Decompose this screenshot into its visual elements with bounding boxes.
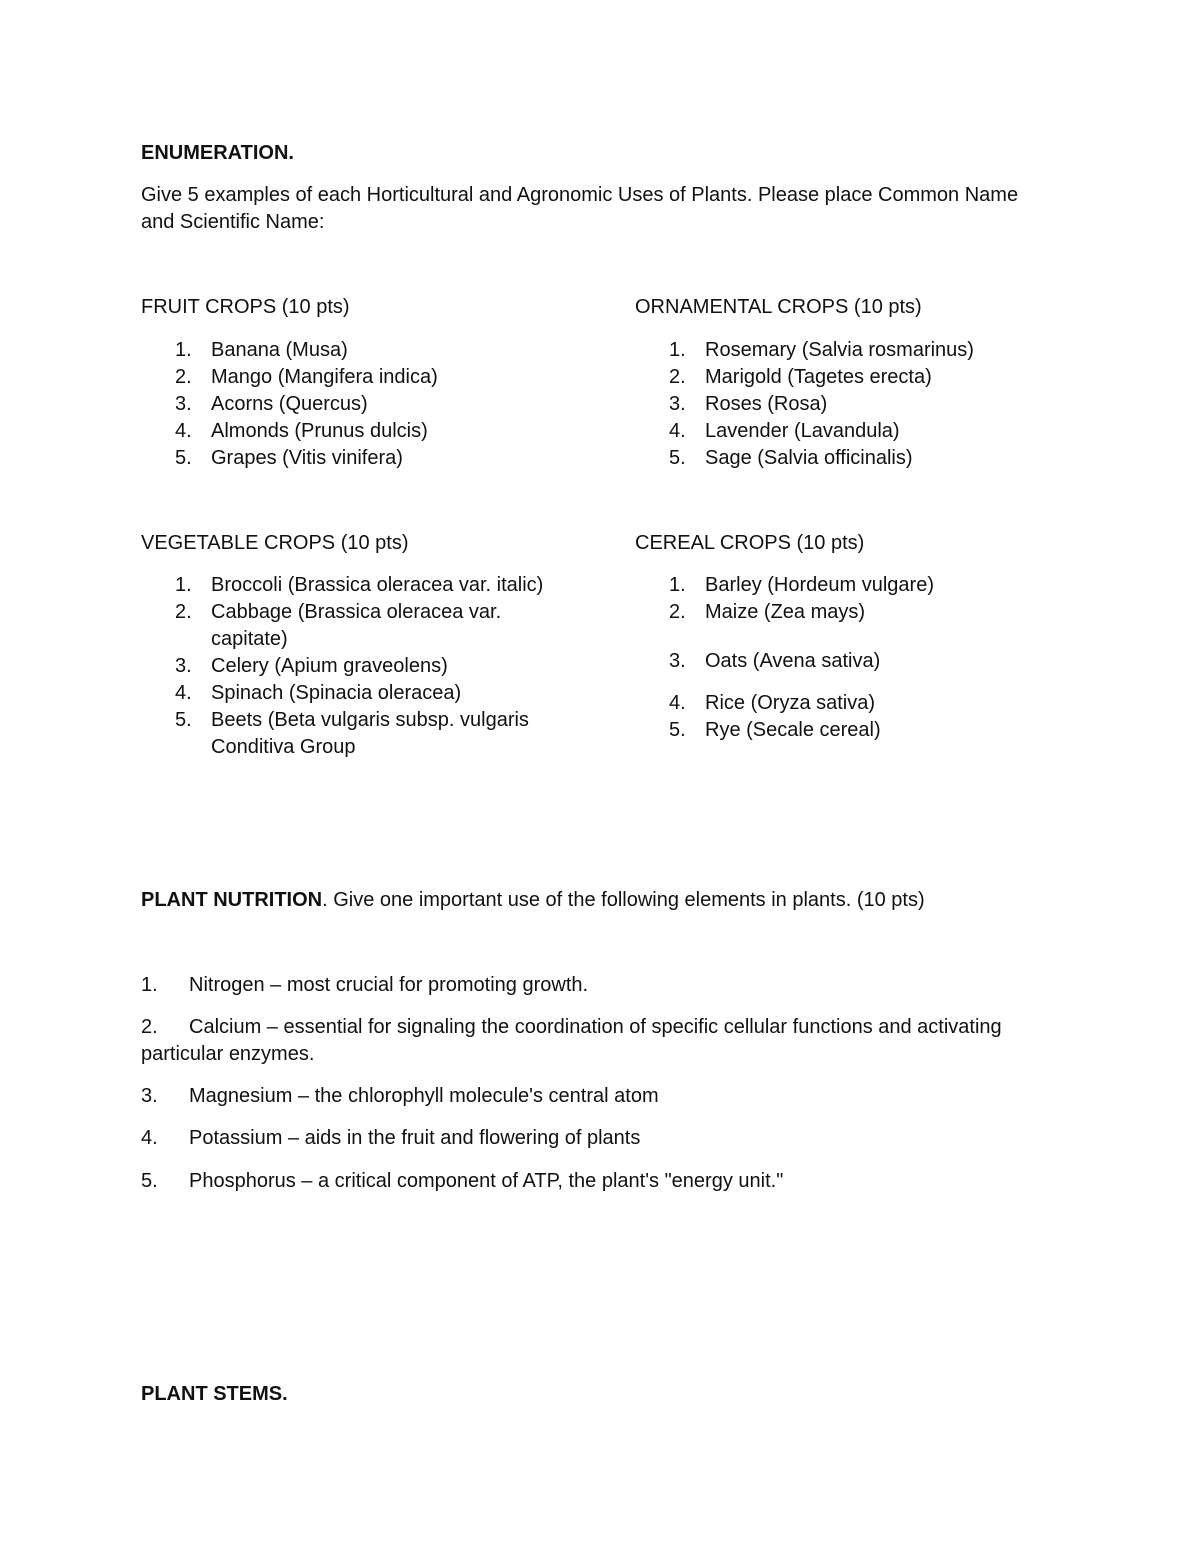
list-item: [635, 364, 1065, 391]
list-number: 1.: [669, 339, 686, 361]
list-text: Potassium – aids in the fruit and flowering of plants: [189, 1127, 641, 1149]
plant-stems-heading: PLANT STEMS.: [141, 1383, 288, 1405]
cereal-crops-title: CEREAL CROPS (10 pts): [635, 532, 865, 554]
list-item: [635, 418, 1065, 445]
list-number: 3.: [669, 393, 686, 415]
list-text: Phosphorus – a critical component of ATP, the plant's "energy unit.": [189, 1170, 784, 1192]
list-item: [141, 653, 566, 680]
list-text: Lavender (Lavandula): [705, 420, 900, 442]
plant-nutrition-question: [141, 887, 1141, 914]
list-text: Celery (Apium graveolens): [211, 655, 448, 677]
list-text: Spinach (Spinacia oleracea): [211, 682, 462, 704]
list-number: 4.: [175, 420, 192, 442]
vegetable-crops-title: VEGETABLE CROPS (10 pts): [141, 532, 409, 554]
ornamental-crops-title: ORNAMENTAL CROPS (10 pts): [635, 296, 922, 318]
list-item: [141, 1168, 1041, 1195]
list-item: [141, 599, 566, 653]
list-number: 5.: [141, 1170, 158, 1192]
list-item: [635, 337, 1065, 364]
list-text: Broccoli (Brassica oleracea var. italic): [211, 574, 544, 596]
ornamental-crops-list: [635, 337, 1065, 472]
list-text: Nitrogen – most crucial for promoting growth.: [189, 974, 589, 996]
list-item: [141, 391, 571, 418]
list-text: Magnesium – the chlorophyll molecule's central atom: [189, 1085, 659, 1107]
list-number: 5.: [175, 709, 192, 731]
list-number: 1.: [669, 574, 686, 596]
fruit-crops-list: [141, 337, 571, 472]
list-number: 3.: [141, 1085, 158, 1107]
plant-nutrition-prompt: . Give one important use of the following elements in plants. (10 pts): [322, 889, 925, 911]
list-number: 2.: [669, 601, 686, 623]
list-text: Mango (Mangifera indica): [211, 366, 438, 388]
list-number: 3.: [669, 650, 686, 672]
list-item: [635, 391, 1065, 418]
list-text: Maize (Zea mays): [705, 601, 866, 623]
list-text: Grapes (Vitis vinifera): [211, 447, 403, 469]
list-item: [141, 445, 571, 472]
plant-nutrition-heading: PLANT NUTRITION: [141, 889, 323, 911]
list-text: Banana (Musa): [211, 339, 348, 361]
list-number: 3.: [175, 393, 192, 415]
list-number: 3.: [175, 655, 192, 677]
list-text: Sage (Salvia officinalis): [705, 447, 913, 469]
list-number: 5.: [669, 719, 686, 741]
vegetable-crops-list: [141, 572, 566, 761]
list-item: [141, 572, 566, 599]
list-number: 2.: [175, 366, 192, 388]
list-text: Beets (Beta vulgaris subsp. vulgaris Conditiva Group: [211, 709, 529, 758]
list-item: [141, 1083, 1041, 1110]
list-item: [635, 445, 1065, 472]
list-text: Roses (Rosa): [705, 393, 828, 415]
list-number: 1.: [141, 974, 158, 996]
list-number: 1.: [175, 339, 192, 361]
list-text: Rosemary (Salvia rosmarinus): [705, 339, 974, 361]
list-text: Almonds (Prunus dulcis): [211, 420, 428, 442]
list-text: Acorns (Quercus): [211, 393, 368, 415]
list-number: 4.: [669, 692, 686, 714]
list-number: 4.: [175, 682, 192, 704]
list-number: 5.: [669, 447, 686, 469]
list-text: Calcium – essential for signaling the coordination of specific cellular functions and activating particular enzymes.: [141, 1016, 1002, 1065]
list-text: Barley (Hordeum vulgare): [705, 574, 934, 596]
list-number: 4.: [669, 420, 686, 442]
list-item: [141, 680, 566, 707]
list-text: Oats (Avena sativa): [705, 650, 881, 672]
list-number: 1.: [175, 574, 192, 596]
list-text: Cabbage (Brassica oleracea var. capitate): [211, 601, 502, 650]
list-number: 2.: [141, 1016, 158, 1038]
list-number: 2.: [175, 601, 192, 623]
list-text: Marigold (Tagetes erecta): [705, 366, 932, 388]
list-item: [141, 707, 566, 761]
list-item: [141, 337, 571, 364]
list-item: [141, 418, 571, 445]
list-text: Rye (Secale cereal): [705, 719, 881, 741]
list-item: [141, 1014, 1021, 1068]
list-item: [141, 972, 1041, 999]
list-text: Rice (Oryza sativa): [705, 692, 876, 714]
fruit-crops-title: FRUIT CROPS (10 pts): [141, 296, 350, 318]
list-number: 2.: [669, 366, 686, 388]
enumeration-instructions: Give 5 examples of each Horticultural and Agronomic Uses of Plants. Please place Common Name and Scientific Name:: [141, 184, 1019, 233]
list-item: [141, 1125, 1041, 1152]
list-number: 4.: [141, 1127, 158, 1149]
list-item: [141, 364, 571, 391]
enumeration-heading: ENUMERATION.: [141, 142, 294, 164]
list-number: 5.: [175, 447, 192, 469]
